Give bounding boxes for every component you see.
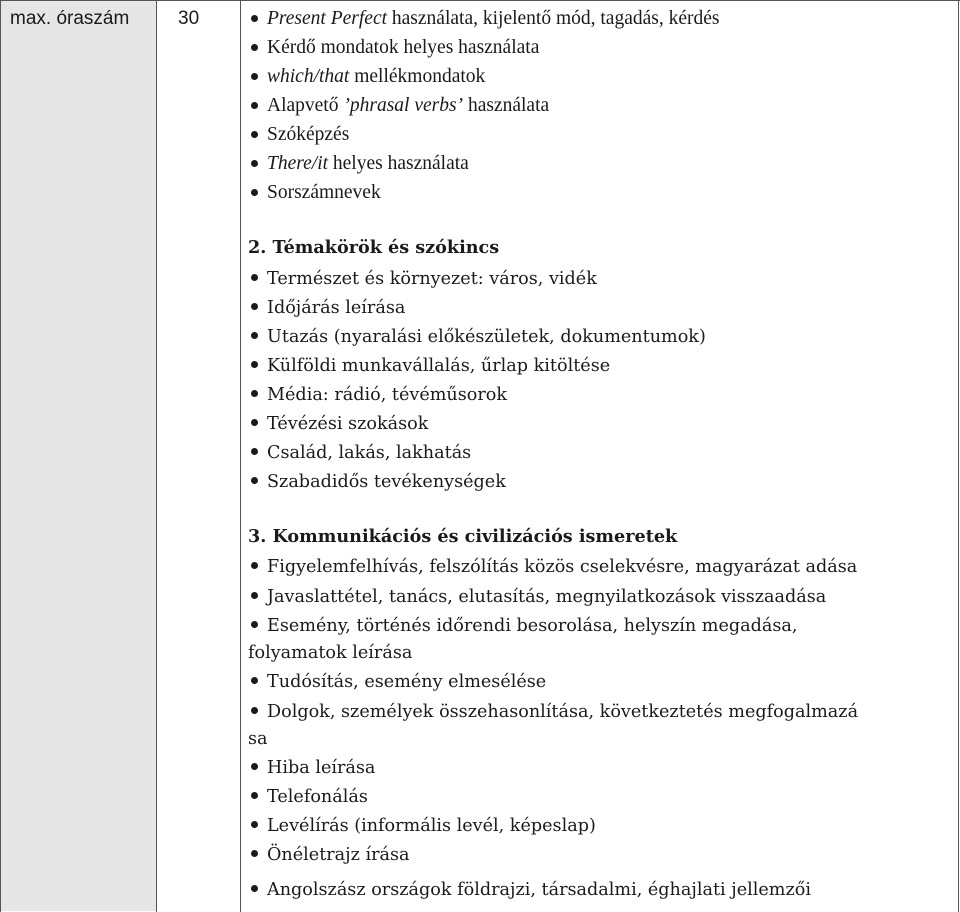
bullet-icon: [251, 707, 258, 714]
list-item: Szabadidős tevékenységek: [248, 470, 506, 494]
list-item: Időjárás leírása: [248, 296, 405, 320]
list-item: Önéletrajz írása: [248, 843, 410, 867]
bullet-icon: [251, 821, 258, 828]
list-item: Alapvető ’phrasal verbs’ használata: [248, 94, 549, 118]
bullet-icon: [251, 850, 258, 857]
list-item: Levélírás (informális levél, képeslap): [248, 814, 596, 838]
list-item: Szóképzés: [248, 123, 349, 147]
list-item: Dolgok, személyek összehasonlítása, következtetés megfogalmazá: [248, 700, 858, 724]
bullet-icon: [251, 160, 258, 167]
hours-value: 30: [178, 8, 200, 29]
bullet-icon: [251, 885, 258, 892]
bullet-icon: [251, 189, 258, 196]
section-heading: 2. Témakörök és szókincs: [248, 237, 500, 258]
row-label: max. óraszám: [10, 8, 130, 29]
list-item: Hiba leírása: [248, 756, 375, 780]
list-item: Tévézési szokások: [248, 412, 428, 436]
bullet-icon: [251, 274, 258, 281]
bullet-icon: [251, 73, 258, 80]
list-item: which/that mellékmondatok: [248, 65, 485, 89]
bullet-icon: [251, 562, 258, 569]
list-item: Present Perfect használata, kijelentő mód, tagadás, kérdés: [248, 7, 720, 31]
bullet-icon: [251, 102, 258, 109]
bullet-icon: [251, 15, 258, 22]
bullet-icon: [251, 677, 258, 684]
bullet-icon: [251, 477, 258, 484]
table-border-top: [0, 0, 960, 1]
table-border-left: [0, 0, 1, 912]
list-item: Sorszámnevek: [248, 181, 381, 205]
list-item: Kérdő mondatok helyes használata: [248, 36, 539, 60]
list-item: Telefonálás: [248, 785, 368, 809]
list-item-continuation: folyamatok leírása: [248, 643, 413, 663]
list-item: Figyelemfelhívás, felszólítás közös cselekvésre, magyarázat adása: [248, 555, 857, 579]
list-item: Természet és környezet: város, vidék: [248, 267, 597, 291]
bullet-icon: [251, 792, 258, 799]
column-divider-2: [240, 0, 241, 912]
list-item: Külföldi munkavállalás, űrlap kitöltése: [248, 354, 610, 378]
section-heading: 3. Kommunikációs és civilizációs ismeretek: [248, 526, 678, 547]
list-item: Család, lakás, lakhatás: [248, 441, 471, 465]
label-column-background: [1, 1, 156, 911]
list-item: There/it helyes használata: [248, 152, 469, 176]
bullet-icon: [251, 390, 258, 397]
bullet-icon: [251, 303, 258, 310]
bullet-icon: [251, 763, 258, 770]
list-item: Tudósítás, esemény elmesélése: [248, 670, 546, 694]
bullet-icon: [251, 131, 258, 138]
list-item-continuation: sa: [248, 729, 268, 749]
bullet-icon: [251, 621, 258, 628]
bullet-icon: [251, 361, 258, 368]
bullet-icon: [251, 44, 258, 51]
list-item: Utazás (nyaralási előkészületek, dokumentumok): [248, 325, 706, 349]
bullet-icon: [251, 592, 258, 599]
bullet-icon: [251, 448, 258, 455]
table-border-right: [958, 0, 959, 912]
bullet-icon: [251, 419, 258, 426]
column-divider-1: [156, 0, 157, 912]
list-item: Javaslattétel, tanács, elutasítás, megnyilatkozások visszaadása: [248, 585, 826, 609]
bullet-icon: [251, 332, 258, 339]
list-item: Esemény, történés időrendi besorolása, helyszín megadása,: [248, 614, 798, 638]
list-item: Angolszász országok földrajzi, társadalmi, éghajlati jellemzői: [248, 878, 811, 902]
list-item: Média: rádió, tévéműsorok: [248, 383, 507, 407]
